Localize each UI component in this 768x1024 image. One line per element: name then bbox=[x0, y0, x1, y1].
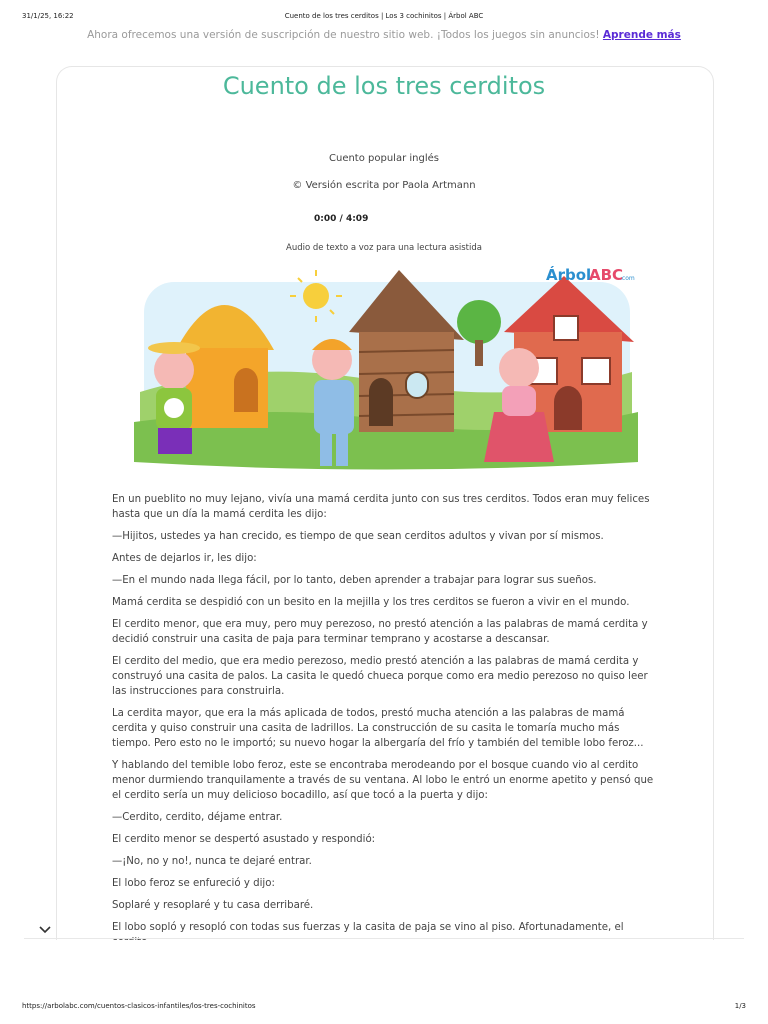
story-paragraph: —Hijitos, ustedes ya han crecido, es tiempo de que sean cerditos adultos y vivan por sí mismos. bbox=[112, 531, 604, 542]
story-paragraph: Mamá cerdita se despidió con un besito en la mejilla y los tres cerditos se fueron a vivir en el mundo. bbox=[112, 597, 630, 608]
page-bottom-area bbox=[0, 940, 768, 1000]
story-paragraph: —En el mundo nada llega fácil, por lo tanto, deben aprender a trabajar para lograr sus sueños. bbox=[112, 575, 597, 586]
story-paragraph: —¡No, no y no!, nunca te dejaré entrar. bbox=[112, 856, 312, 867]
story-paragraph: El lobo sopló y resopló con todas sus fuerzas y la casita de paja se vino al piso. Afortunadamente, el bbox=[112, 922, 624, 933]
print-header bbox=[0, 12, 768, 24]
story-origin: Cuento popular inglés bbox=[329, 153, 439, 164]
story-paragraph: Antes de dejarlos ir, les dijo: bbox=[112, 553, 257, 564]
print-date: 31/1/25, 16:22 bbox=[22, 12, 74, 20]
story-paragraph: Y hablando del temible lobo feroz, este se encontraba merodeando por el bosque cuando vio al cerdito menor durmiendo tranquilamente a través de su ventana. Al lobo le entró un enorme apetito y pensó que el cerdito sería un muy delicioso bocadillo, así que tocó a la puerta y dijo: bbox=[112, 760, 654, 801]
fold-divider bbox=[24, 938, 744, 939]
story-paragraph: El lobo feroz se enfureció y dijo: bbox=[112, 878, 275, 889]
story-text bbox=[112, 492, 658, 957]
story-paragraph: El cerdito del medio, que era medio perezoso, medio prestó atención a las palabras de mamá cerdita y construyó una casita de palos. La casita le quedó chueca porque como era medio perezoso no quiso leer las instrucciones para construirla. bbox=[112, 656, 648, 697]
print-page-number: 1/3 bbox=[734, 1002, 746, 1010]
print-title: Cuento de los tres cerditos | Los 3 cochinitos | Árbol ABC bbox=[284, 12, 484, 20]
story-paragraph: El cerdito menor se despertó asustado y respondió: bbox=[112, 834, 376, 845]
logo-arbol: Árbol bbox=[546, 266, 592, 284]
promo-banner bbox=[0, 29, 768, 41]
learn-more-link[interactable]: Aprende más bbox=[602, 29, 681, 41]
three-pigs-illustration bbox=[134, 262, 638, 480]
page-title: Cuento de los tres cerditos bbox=[222, 72, 546, 100]
story-paragraph: —Cerdito, cerdito, déjame entrar. bbox=[112, 812, 283, 823]
logo-com: .com bbox=[620, 275, 635, 282]
print-url: https://arbolabc.com/cuentos-clasicos-infantiles/los-tres-cochinitos bbox=[22, 1002, 256, 1010]
story-paragraph: Soplaré y resoplaré y tu casa derribaré. bbox=[112, 900, 314, 911]
chevron-down-icon[interactable] bbox=[38, 923, 52, 937]
audio-player-time[interactable]: 0:00 / 4:09 bbox=[314, 214, 369, 224]
promo-text: Ahora ofrecemos una versión de suscripción de nuestro sitio web. ¡Todos los juegos sin anuncios! bbox=[87, 29, 600, 41]
story-credit: © Versión escrita por Paola Artmann bbox=[292, 180, 476, 191]
story-paragraph: En un pueblito no muy lejano, vivía una mamá cerdita junto con sus tres cerditos. Todos eran muy felices hasta que un día la mamá cerdita les dijo: bbox=[112, 494, 650, 520]
story-paragraph: El cerdito menor, que era muy, pero muy perezoso, no prestó atención a las palabras de mamá cerdita y decidió construir una casita de paja para terminar temprano y acostarse a descansar. bbox=[112, 619, 648, 645]
logo-abc: ABC bbox=[589, 266, 624, 284]
story-paragraph: La cerdita mayor, que era la más aplicada de todos, prestó mucha atención a las palabras de mamá cerdita y quiso construir una casita de ladrillos. La construcción de su casita le tomaría mucho más tiempo. Pero esto no le importó; su nuevo hogar la albergaría del frío y también del temible lobo feroz... bbox=[112, 708, 644, 749]
audio-caption: Audio de texto a voz para una lectura asistida bbox=[286, 243, 482, 253]
